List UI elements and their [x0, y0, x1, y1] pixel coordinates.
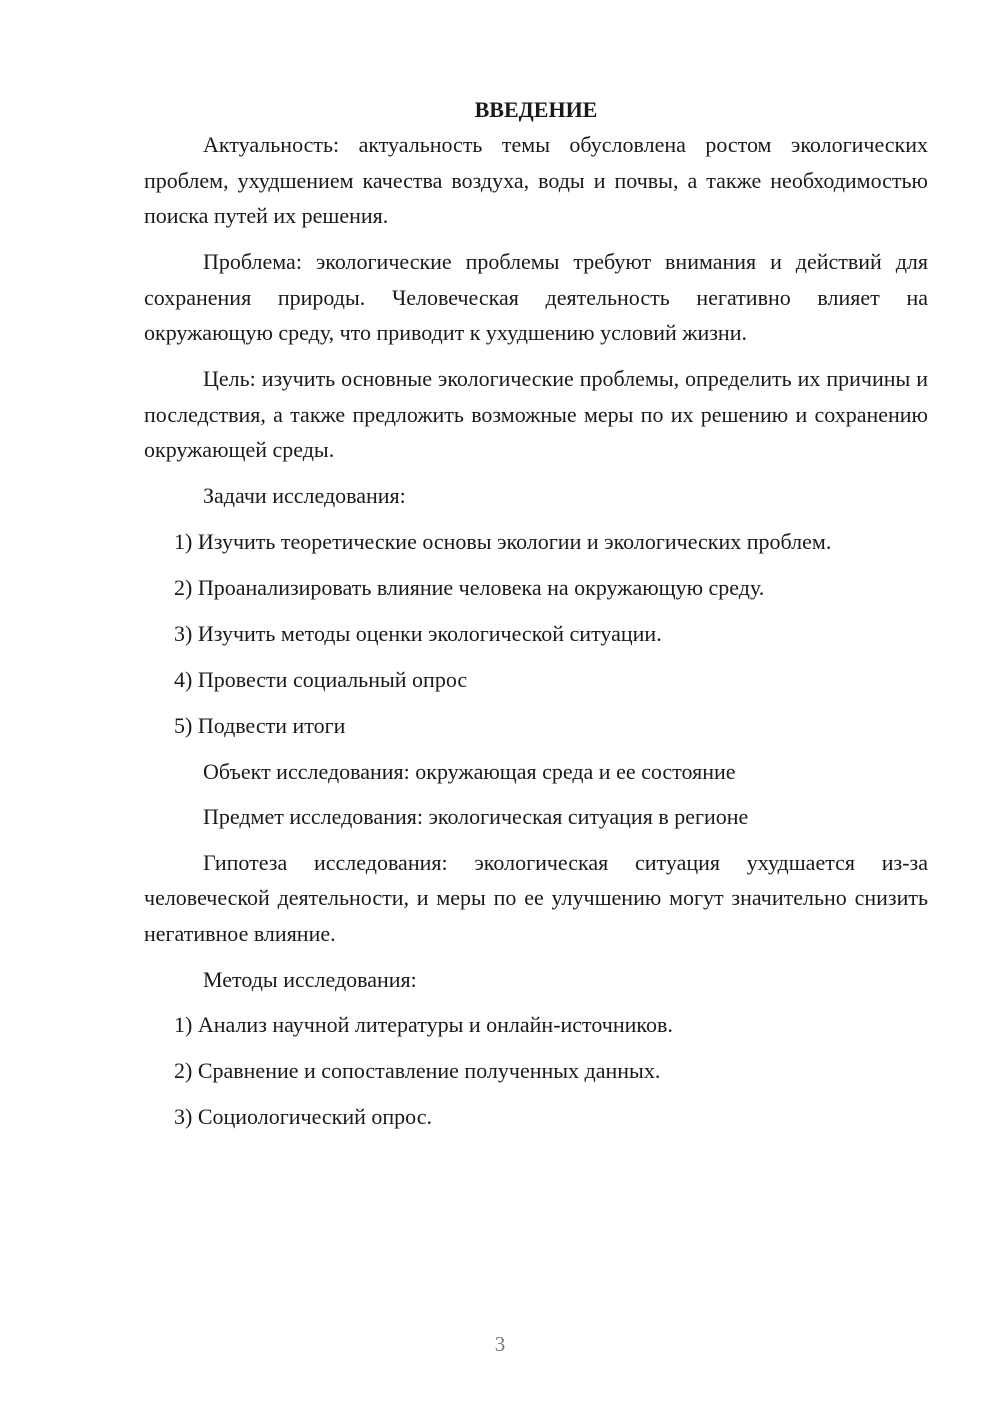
- paragraph-relevance: Актуальность: актуальность темы обусловлена ростом экологических проблем, ухудшением качества воздуха, воды и почвы, а также необходимостью поиска путей их решения.: [144, 132, 928, 228]
- tasks-list: [144, 524, 928, 744]
- document-page: [144, 92, 928, 1145]
- list-item: 3) Социологический опрос.: [174, 1104, 432, 1129]
- paragraph-goal: Цель: изучить основные экологические проблемы, определить их причины и последствия, а также предложить возможные меры по их решению и сохранению окружающей среды.: [144, 366, 928, 462]
- tasks-heading: Задачи исследования:: [203, 483, 406, 508]
- list-item: 1) Изучить теоретические основы экологии и экологических проблем.: [174, 528, 832, 554]
- list-item: 4) Провести социальный опрос: [174, 666, 468, 692]
- page-number: 3: [494, 1332, 506, 1356]
- methods-heading: Методы исследования:: [203, 966, 417, 992]
- section-title: ВВЕДЕНИЕ: [474, 97, 598, 122]
- methods-list: [144, 1007, 928, 1135]
- list-item: 2) Сравнение и сопоставление полученных данных.: [174, 1058, 661, 1083]
- paragraph-hypothesis: Гипотеза исследования: экологическая ситуация ухудшается из-за человеческой деятельности, и меры по ее улучшению могут значительно снизить негативное влияние.: [144, 849, 928, 946]
- paragraph-problem: Проблема: экологические проблемы требуют внимания и действий для сохранения природы. Человеческая деятельность негативно влияет на окружающую среду, что приводит к ухудшению условий жизни.: [144, 249, 928, 345]
- list-item: 3) Изучить методы оценки экологической ситуации.: [174, 620, 662, 646]
- list-item: 2) Проанализировать влияние человека на окружающую среду.: [174, 574, 765, 600]
- list-item: 1) Анализ научной литературы и онлайн-источников.: [174, 1012, 673, 1037]
- paragraph-subject: Предмет исследования: экологическая ситуация в регионе: [203, 804, 749, 829]
- list-item: 5) Подвести итоги: [174, 712, 346, 738]
- paragraph-object: Объект исследования: окружающая среда и ее состояние: [203, 758, 736, 784]
